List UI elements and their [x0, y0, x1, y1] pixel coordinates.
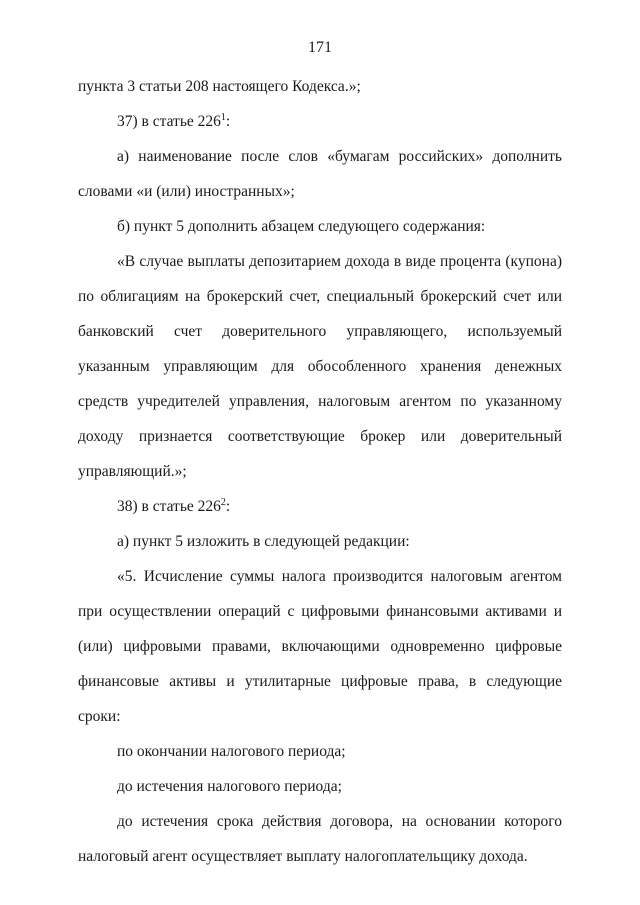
paragraph-term-1: по окончании налогового периода; — [117, 743, 346, 760]
paragraph-37b: б) пункт 5 дополнить абзацем следующего содержания: — [117, 218, 486, 235]
page-number: 171 — [308, 39, 332, 56]
paragraph-term-3: до истечения срока действия договора, на основании которого налоговый агент осуществляет выплату налогоплательщику дохода. — [78, 813, 562, 865]
paragraph-term-2: до истечения налогового периода; — [117, 778, 342, 795]
paragraph-37a: а) наименование после слов «бумагам российских» дополнить словами «и (или) иностранных»; — [78, 148, 562, 200]
paragraph-item-38 — [78, 489, 562, 524]
paragraph-item-37 — [78, 104, 562, 139]
paragraph-continuation: пункта 3 статьи 208 настоящего Кодекса.»; — [78, 78, 361, 95]
item-37-superscript: 1 — [220, 111, 226, 123]
item-37-text: 37) в статье 226 — [117, 113, 221, 130]
item-38-tail: : — [225, 498, 231, 515]
item-38-text: 38) в статье 226 — [117, 498, 221, 515]
paragraph-38a: а) пункт 5 изложить в следующей редакции: — [117, 533, 410, 550]
paragraph-quote-1: «В случае выплаты депозитарием дохода в виде процента (купона) по облигациям на брокерский счет, специальный брокерский счет или банковский счет доверительного управляющего, используемый указанным управляющим для обособленного хранения денежных средств учредителей управления, налоговым агентом по указанному доходу признается соответствующие брокер или доверительный управляющий.»; — [78, 253, 562, 480]
item-37-tail: : — [225, 113, 231, 130]
item-38-superscript: 2 — [220, 496, 226, 508]
document-body — [78, 69, 562, 874]
paragraph-quote-2: «5. Исчисление суммы налога производится налоговым агентом при осуществлении операций с цифровыми финансовыми активами и (или) цифровыми правами, включающими одновременно цифровые финансовые активы и утилитарные цифровые права, в следующие сроки: — [78, 568, 562, 725]
